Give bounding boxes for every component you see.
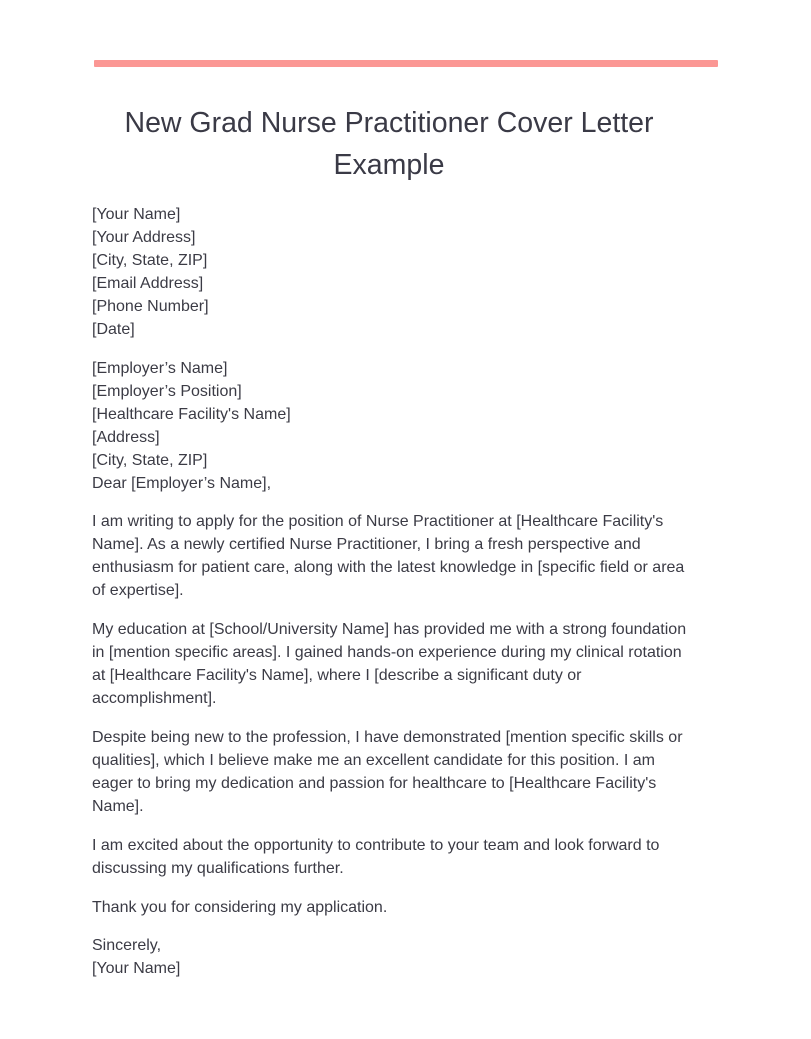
sender-address: [Your Address] bbox=[92, 229, 196, 246]
paragraph-thanks bbox=[92, 896, 692, 919]
paragraph-introduction bbox=[92, 510, 692, 602]
accent-bar bbox=[94, 60, 718, 67]
paragraph-excitement bbox=[92, 834, 692, 880]
recipient-city-state-zip: [City, State, ZIP] bbox=[92, 452, 208, 469]
paragraph-text: Despite being new to the profession, I have demonstrated [mention specific skills or qualities], which I believe make me an excellent candidate for this position. I am eager to bring my dedication and passion for healthcare to [Healthcare Facility's Name]. bbox=[92, 729, 683, 815]
paragraph-text: My education at [School/University Name] has provided me with a strong foundation in [mention specific areas]. I gained hands-on experience during my clinical rotation at [Healthcare Facility's Name], where I [describe a significant duty or accomplishment]. bbox=[92, 621, 687, 707]
paragraph-text: I am excited about the opportunity to contribute to your team and look forward to discussing my qualifications further. bbox=[92, 837, 660, 877]
page-title: New Grad Nurse Practitioner Cover Letter Example bbox=[124, 107, 654, 181]
sender-email: [Email Address] bbox=[92, 275, 204, 292]
paragraph-text: I am writing to apply for the position of Nurse Practitioner at [Healthcare Facility's Name]. As a newly certified Nurse Practitioner, I bring a fresh perspective and enthusiasm for patient care, along with the latest knowledge in [specific field or area of expertise]. bbox=[92, 513, 685, 599]
sender-phone: [Phone Number] bbox=[92, 298, 209, 315]
sender-date: [Date] bbox=[92, 321, 135, 338]
recipient-employer-name: [Employer’s Name] bbox=[92, 360, 228, 377]
paragraph-text: Thank you for considering my application. bbox=[92, 899, 388, 916]
closing-block bbox=[92, 934, 692, 980]
recipient-address: [Address] bbox=[92, 429, 160, 446]
valediction: Sincerely, bbox=[92, 937, 162, 954]
paragraph-education bbox=[92, 618, 692, 710]
recipient-facility-name: [Healthcare Facility's Name] bbox=[92, 406, 291, 423]
salutation: Dear [Employer’s Name], bbox=[92, 475, 272, 492]
sender-name: [Your Name] bbox=[92, 206, 181, 223]
recipient-block bbox=[92, 357, 692, 495]
signature: [Your Name] bbox=[92, 960, 181, 977]
recipient-employer-position: [Employer’s Position] bbox=[92, 383, 242, 400]
sender-city-state-zip: [City, State, ZIP] bbox=[92, 252, 208, 269]
sender-block bbox=[92, 203, 692, 341]
paragraph-skills bbox=[92, 726, 692, 818]
